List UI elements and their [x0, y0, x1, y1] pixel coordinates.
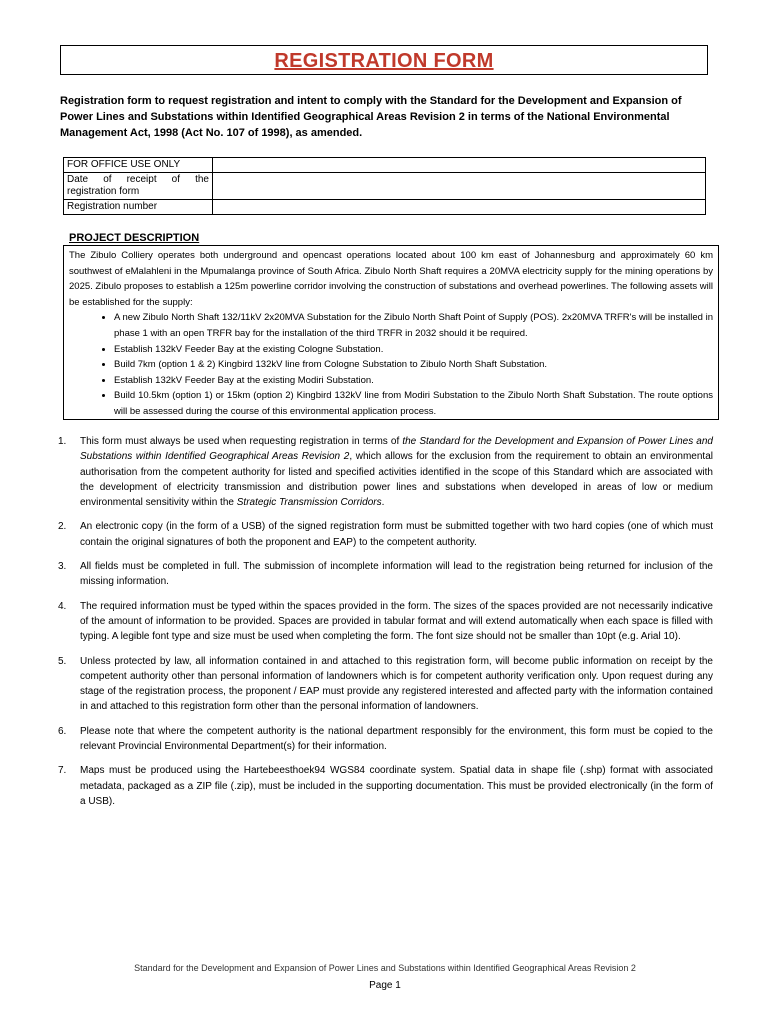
item-number: 6. — [58, 725, 67, 737]
project-description-box — [63, 245, 719, 420]
item-text: All fields must be completed in full. The submission of incomplete information will lead to the registration being returned for inclusion of the missing information. — [80, 561, 713, 588]
item-number: 4. — [58, 600, 67, 612]
date-of-receipt-field[interactable] — [213, 173, 706, 200]
registration-number-label: Registration number — [64, 200, 213, 215]
item-text-post: . — [381, 497, 385, 509]
item-text-mid: , which allows for the exclusion from the requirement to obtain an environmental authorisation from the competent authority for listed and specified activities identified in the scope of this Standard which are associated with the development of electricity transmission and distribution power lines and substations when developed in areas of low or medium environmental sensitivity within the — [80, 451, 713, 509]
form-title: REGISTRATION FORM — [274, 50, 494, 72]
list-item: • Establish 132kV Feeder Bay at the existing Modiri Substation. — [114, 373, 713, 389]
page-number: Page 1 — [369, 980, 401, 991]
list-item: • Build 10.5km (option 1) or 15km (option 2) Kingbird 132kV line from Modiri Substation to the Zibulo North Shaft Substation. The route options will be assessed during the course of this environmental application process. — [114, 388, 713, 419]
list-item: • A new Zibulo North Shaft 132/11kV 2x20MVA Substation for the Zibulo North Shaft Point of Supply (POS). 2x20MVA TRFR's will be installed in phase 1 with an open TRFR bay for the installation of the third TRFR in 2032 should it be required. — [114, 310, 713, 341]
item-text-em: the Standard for the Development and Expansion of Power Lines and Substations within Identified Geographical Areas Revision 2 — [80, 436, 713, 463]
item-text: An electronic copy (in the form of a USB) of the signed registration form must be submitted together with two hard copies (one of which must contain the original signatures of both the proponent and EAP) to the competent authority. — [80, 521, 713, 548]
item-text-pre: This form must always be used when requesting registration in terms of — [80, 436, 403, 447]
item-number: 2. — [58, 521, 67, 533]
instruction-item — [58, 519, 713, 550]
item-number: 1. — [58, 436, 67, 447]
item-text: Maps must be produced using the Hartebeesthoek94 WGS84 coordinate system. Spatial data in shape file (.shp) format with associated metadata, packaged as a ZIP file (.zip), must be included in the supporting documentation. This must be provided electronically (in the form of a USB). — [80, 765, 713, 807]
office-use-header: FOR OFFICE USE ONLY — [64, 158, 213, 173]
registration-number-field[interactable] — [213, 200, 706, 215]
item-text: Please note that where the competent authority is the national department responsibly for the environment, this form must be copied to the relevant Provincial Environmental Department(s) for their information. — [80, 725, 713, 753]
instruction-item — [58, 559, 713, 590]
date-of-receipt-label: Date of receipt of the registration form — [64, 173, 213, 200]
list-item: • Establish 132kV Feeder Bay at the existing Cologne Substation. — [114, 342, 713, 358]
instruction-item — [58, 654, 713, 715]
item-number: 7. — [58, 765, 67, 777]
list-item: • Build 7km (option 1 & 2) Kingbird 132kV line from Cologne Substation to Zibulo North Shaft Substation. — [114, 357, 713, 373]
instructions-list — [58, 434, 713, 809]
intro-paragraph: Registration form to request registration and intent to comply with the Standard for the Development and Expansion of Power Lines and Substations within Identified Geographical Areas Revision 2 in terms of the National Environmental Management Act, 1998 (Act No. 107 of 1998), as amended. — [60, 95, 682, 139]
office-use-blank — [213, 158, 706, 173]
project-description-heading: PROJECT DESCRIPTION — [69, 232, 200, 244]
item-number: 5. — [58, 655, 67, 667]
project-assets-list — [69, 310, 713, 419]
instruction-item — [58, 599, 713, 645]
item-text: Unless protected by law, all information contained in and attached to this registration form, will become public information on receipt by the competent authority other than personal information of landowners which is for competent authority verification only. Upon request during any stage of the registration process, the proponent / EAP must provide any registered interested and affected party with the information contained in and attached to this registration form other than the personal information of landowners. — [80, 655, 713, 713]
project-description-text: The Zibulo Colliery operates both underground and opencast operations located about 100 km east of Johannesburg and approximately 60 km southwest of eMalahleni in the Mpumalanga province of South Africa. Zibulo North Shaft requires a 20MVA electricity supply for the mining operations by 2025. Zibulo proposes to establish a 125m powerline corridor involving the construction of substations and overhead powerlines. The following assets will be established for the supply: — [69, 250, 713, 308]
office-use-table — [63, 157, 706, 215]
page-footer: Standard for the Development and Expansion of Power Lines and Substations within Identified Geographical Areas Revision 2 — [134, 963, 636, 973]
instruction-item — [58, 763, 713, 809]
item-text-em2: Strategic Transmission Corridors — [236, 497, 382, 509]
item-number: 3. — [58, 561, 67, 573]
instruction-item — [58, 724, 713, 755]
form-title-box — [60, 45, 708, 75]
item-text: The required information must be typed within the spaces provided in the form. The sizes of the spaces provided are not necessarily indicative of the amount of information to be provided. Spaces are provided in tabular format and will extend automatically when each space is filled with typing. A legible font type and size must be used when completing the form. The font size should not be smaller than 10pt (e.g. Arial 10). — [80, 600, 713, 643]
instruction-item — [58, 434, 713, 510]
